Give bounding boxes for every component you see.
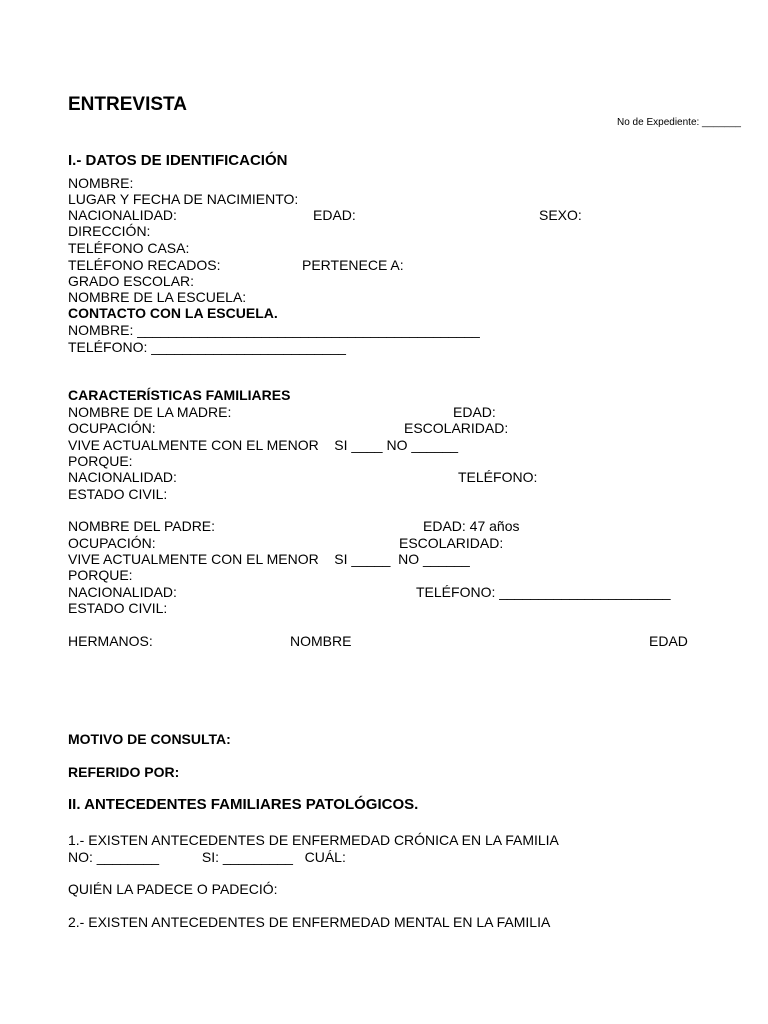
field-grado: GRADO ESCOLAR:: [68, 273, 195, 289]
padre-ocupacion: OCUPACIÓN:: [68, 535, 156, 551]
field-edad: EDAD:: [313, 207, 356, 223]
field-direccion: DIRECCIÓN:: [68, 223, 151, 239]
hermanos-nombre-header: NOMBRE: [290, 633, 352, 649]
familia-title: CARACTERÍSTICAS FAMILIARES: [68, 387, 291, 403]
contacto-title: CONTACTO CON LA ESCUELA.: [68, 305, 278, 321]
field-telefono-recados: TELÉFONO RECADOS:: [68, 257, 221, 273]
field-sexo: SEXO:: [539, 207, 582, 223]
contacto-nombre: NOMBRE: ____________________________________________: [68, 322, 480, 338]
question-1-answers: NO: ________ SI: _________ CUÁL:: [68, 849, 346, 865]
padre-porque: PORQUE:: [68, 567, 133, 583]
padre-telefono: TELÉFONO: ______________________: [416, 584, 671, 600]
madre-edad: EDAD:: [453, 404, 496, 420]
hermanos-edad-header: EDAD: [649, 633, 688, 649]
contacto-telefono: TELÉFONO: _________________________: [68, 339, 346, 355]
madre-nombre: NOMBRE DE LA MADRE:: [68, 404, 232, 420]
padre-nombre: NOMBRE DEL PADRE:: [68, 518, 216, 534]
section1-title: I.- DATOS DE IDENTIFICACIÓN: [68, 152, 288, 169]
question-1: 1.- EXISTEN ANTECEDENTES DE ENFERMEDAD CRÓNICA EN LA FAMILIA: [68, 832, 559, 848]
motivo-consulta: MOTIVO DE CONSULTA:: [68, 731, 231, 747]
hermanos-label: HERMANOS:: [68, 633, 153, 649]
padre-escolaridad: ESCOLARIDAD:: [399, 535, 504, 551]
madre-vive: VIVE ACTUALMENTE CON EL MENOR SI ____ NO ______: [68, 437, 459, 453]
padre-estado-civil: ESTADO CIVIL:: [68, 600, 168, 616]
padre-nacionalidad: NACIONALIDAD:: [68, 584, 177, 600]
field-nombre: NOMBRE:: [68, 175, 134, 191]
referido-por: REFERIDO POR:: [68, 764, 180, 780]
madre-estado-civil: ESTADO CIVIL:: [68, 486, 168, 502]
madre-nacionalidad: NACIONALIDAD:: [68, 469, 177, 485]
document-title: ENTREVISTA: [68, 94, 187, 115]
field-escuela: NOMBRE DE LA ESCUELA:: [68, 289, 247, 305]
field-nacionalidad: NACIONALIDAD:: [68, 207, 177, 223]
madre-porque: PORQUE:: [68, 453, 133, 469]
padre-edad: EDAD: 47 años: [423, 518, 520, 534]
field-lugar-fecha: LUGAR Y FECHA DE NACIMIENTO:: [68, 191, 299, 207]
question-2: 2.- EXISTEN ANTECEDENTES DE ENFERMEDAD MENTAL EN LA FAMILIA: [68, 914, 551, 930]
madre-ocupacion: OCUPACIÓN:: [68, 420, 156, 436]
madre-escolaridad: ESCOLARIDAD:: [404, 420, 509, 436]
quien-padece: QUIÉN LA PADECE O PADECIÓ:: [68, 881, 278, 897]
expediente-number: No de Expediente: _______: [617, 117, 741, 128]
section2-title: II. ANTECEDENTES FAMILIARES PATOLÓGICOS.: [68, 796, 419, 813]
field-pertenece: PERTENECE A:: [302, 257, 404, 273]
madre-telefono: TELÉFONO:: [458, 469, 538, 485]
field-telefono-casa: TELÉFONO CASA:: [68, 240, 190, 256]
padre-vive: VIVE ACTUALMENTE CON EL MENOR SI _____ NO ______: [68, 551, 470, 567]
